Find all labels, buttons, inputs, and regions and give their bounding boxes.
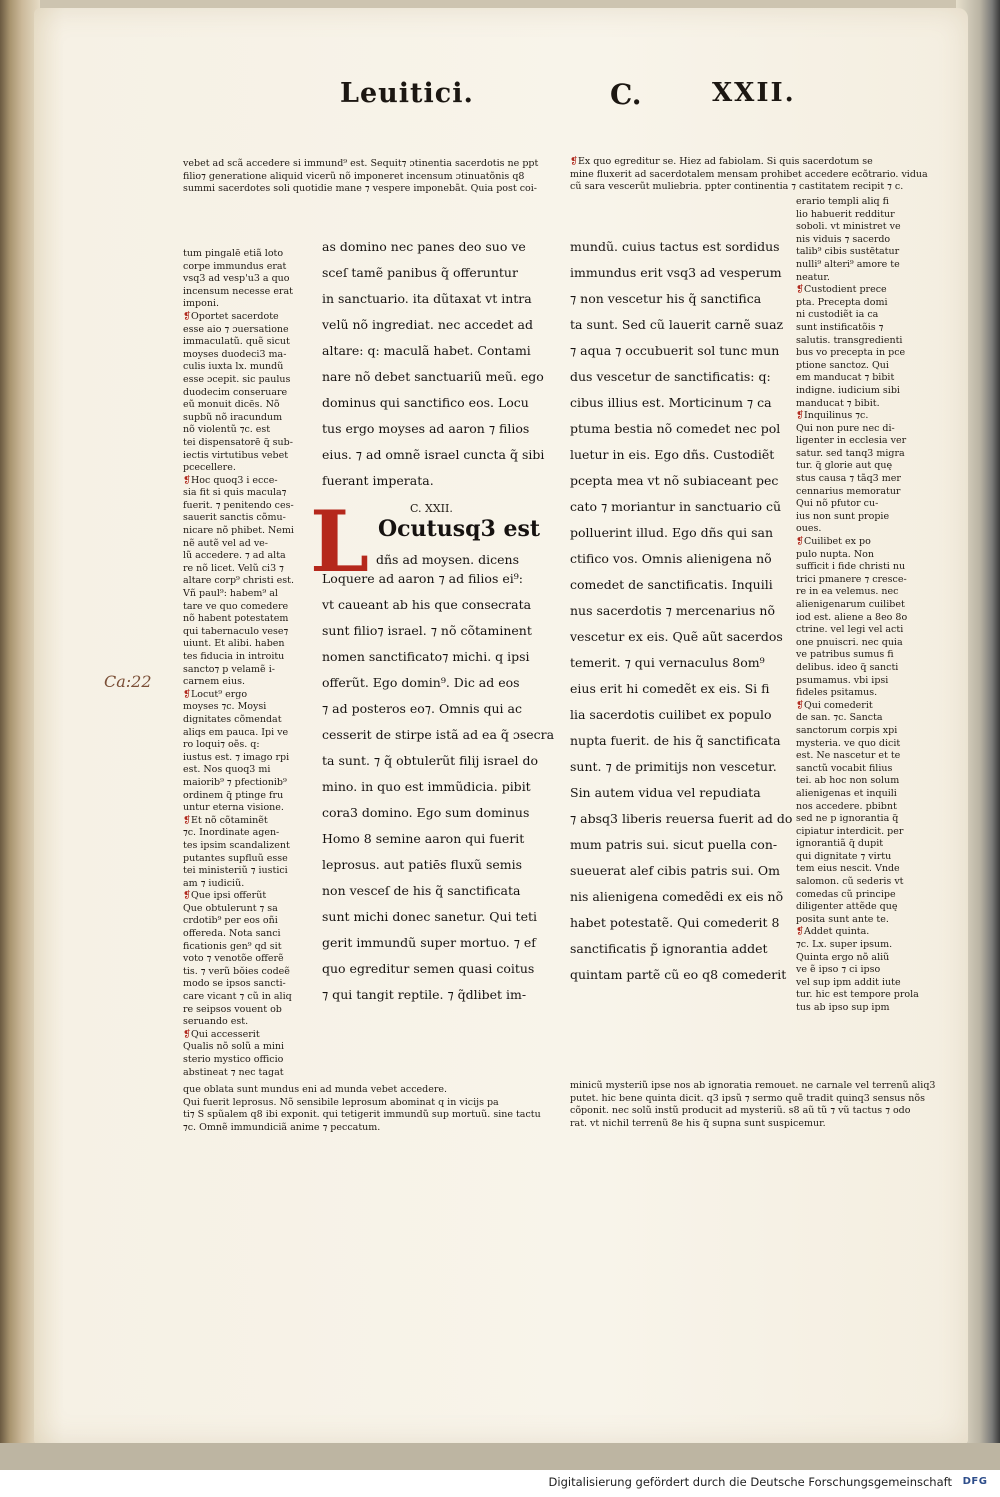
- body-left-line: tus ergo moyses ad aaron ⁊ filios: [322, 421, 530, 436]
- gloss-left-line: moyses ⁊c. Moysi: [183, 701, 267, 713]
- gloss-left-line: am ⁊ iudiciũ.: [183, 877, 245, 889]
- paragraph-mark: ❡: [796, 699, 804, 711]
- gloss-right-line: Qui nõ pfutor cu-: [796, 498, 879, 510]
- gloss-right-line: alienigenarum cuilibet: [796, 599, 905, 610]
- gloss-top-left-line: summi sacerdotes soli quotidie mane ⁊ vespere imponebãt. Quia post coi-: [183, 183, 538, 195]
- gloss-right-line: nos accedere. pbibnt: [796, 800, 897, 812]
- body-right-line: nis alienigena comedẽdi ex eis nõ: [570, 889, 784, 904]
- running-head-book: Leuitici.: [340, 78, 474, 109]
- gloss-right-line: lio habuerit redditur: [796, 208, 895, 220]
- body-right-line: pcepta mea vt nõ subiaceant pec: [570, 473, 779, 488]
- gloss-left-line: ⁊c. Inordinate agen-: [183, 827, 280, 839]
- gloss-right-line: pulo nupta. Non: [796, 548, 874, 560]
- gloss-left-line: ❡Oportet sacerdote: [183, 310, 279, 322]
- gloss-left-line: re nõ licet. Velũ ci3 ⁊: [183, 562, 284, 574]
- gloss-right-line: est. Ne nascetur et te: [796, 750, 901, 762]
- gloss-top-right-line: ❡Ex quo egreditur se. Hiez ad fabiolam. Si quis sacerdotum se: [570, 156, 873, 167]
- gloss-left-line: esse aio ⁊ ɔuersatione: [183, 323, 289, 335]
- gloss-bottom-left-line: que oblata sunt mundus eni ad munda vebet accedere.: [183, 1084, 448, 1095]
- gloss-bottom-left-line: Qui fuerit leprosus. Nõ sensibile leprosum abominat q in vicijs pa: [183, 1096, 499, 1108]
- body-left-2-line: ta sunt. ⁊ q̃ obtulerũt filij israel do: [322, 753, 539, 768]
- gloss-left-line: re seipsos vouent ob: [183, 1003, 282, 1015]
- gloss-left-line: Vñ paul⁹: habem⁹ al: [183, 588, 278, 600]
- gloss-right-line: nulli⁹ alteri⁹ amore te: [796, 258, 900, 270]
- body-left-2-line: quo egreditur semen quasi coitus: [322, 961, 535, 976]
- gloss-left-line: tum pingalē etiã loto: [183, 248, 284, 259]
- body-left-line: eius. ⁊ ad omnẽ israel cuncta q̃ sibi: [322, 447, 545, 462]
- gloss-right-line: ve patribus sumus fi: [796, 649, 894, 661]
- gloss-right-line: fideles psitamus.: [796, 687, 878, 699]
- gloss-right-line: indigne. iudicium sibi: [796, 384, 900, 396]
- gloss-left-line: iustus est. ⁊ imago rpi: [183, 751, 290, 763]
- gloss-bottom-right: [570, 1080, 936, 1130]
- body-left-line: dominus qui sanctifico eos. Locu: [322, 395, 529, 410]
- gloss-right-line: ignorantiã q̃ dupit: [796, 838, 884, 850]
- body-left-2-line: cora3 domino. Ego sum dominus: [322, 805, 530, 820]
- gloss-right-line: ni custodiẽt ia ca: [796, 309, 879, 321]
- gloss-right-line: stus causa ⁊ tãq3 mer: [796, 473, 901, 485]
- gloss-left-line: sterio mystico officio: [183, 1054, 284, 1065]
- body-right-line: vescetur ex eis. Quẽ aũt sacerdos: [570, 629, 783, 644]
- gloss-left-line: untur eterna visione.: [183, 802, 284, 814]
- gloss-left-line: Qualis nõ solũ a mini: [183, 1041, 285, 1053]
- gloss-right-line: ctrine. vel legi vel acti: [796, 624, 904, 636]
- gloss-right-line: ❡Inquilinus ⁊c.: [796, 410, 869, 422]
- gloss-right-line: diligenter attẽde quę: [796, 901, 898, 913]
- gloss-right-line: manducat ⁊ bibit.: [796, 397, 880, 409]
- gloss-right-line: nis viduis ⁊ sacerdo: [796, 233, 891, 245]
- body-right-line: habet potestatẽ. Qui comederit 8: [570, 915, 780, 930]
- body-right-line: ptuma bestia nõ comedet nec pol: [570, 421, 781, 436]
- gloss-left-column: [183, 248, 294, 1079]
- gloss-left-line: qui tabernaculo vese⁊: [183, 625, 289, 637]
- gloss-right-line: ius non sunt propie: [796, 510, 890, 522]
- gloss-left-line: ❡Locut⁹ ergo: [183, 688, 248, 700]
- gloss-right-line: iod est. aliene a 8eo 8o: [796, 611, 908, 623]
- gloss-right-line: bus vo precepta in pce: [796, 347, 906, 359]
- gloss-bottom-right-line: minicũ mysteriũ ipse nos ab ignoratia remouet. ne carnale vel terrenũ aliq3: [570, 1080, 936, 1091]
- gloss-bottom-right-line: cõponit. nec solũ instũ producit ad mysteriũ. s8 aũ tũ ⁊ vũ tactus ⁊ odo: [570, 1105, 911, 1117]
- gloss-left-line: tei dispensatorē q̃ sub-: [183, 436, 293, 448]
- body-left-line: fuerant imperata.: [322, 473, 434, 488]
- body-right-line: ⁊ absq3 liberis reuersa fuerit ad do: [570, 811, 793, 826]
- gloss-right-line: salomon. cũ sederis vt: [796, 876, 904, 888]
- body-left-2-line: sunt michi donec sanetur. Qui teti: [322, 909, 537, 924]
- gloss-right-line: vel sup ipm addit iute: [796, 976, 901, 988]
- rubricated-initial: L: [310, 492, 370, 591]
- gloss-top-right: [570, 156, 966, 194]
- gloss-right-line: alienigenas et inquili: [796, 787, 897, 799]
- gloss-left-line: vsq3 ad vesp'u3 a quo: [183, 273, 290, 285]
- gloss-left-line: immaculatũ. quẽ sicut: [183, 336, 290, 348]
- body-left-2-line: Loquere ad aaron ⁊ ad filios ei⁹:: [322, 571, 523, 586]
- body-left-2-line: ⁊ qui tangit reptile. ⁊ q̃dlibet im-: [322, 987, 527, 1002]
- body-left-2-line: gerit immundũ super mortuo. ⁊ ef: [322, 935, 536, 950]
- funding-credit: Digitalisierung gefördert durch die Deutsche Forschungsgemeinschaft: [548, 1475, 952, 1489]
- gloss-left-line: corpe immundus erat: [183, 260, 287, 272]
- body-right-line: cato ⁊ moriantur in sanctuario cũ: [570, 499, 782, 514]
- gloss-left-line: crdotib⁹ per eos oñi: [183, 915, 278, 927]
- gloss-left-line: ❡Hoc quoq3 i ecce-: [183, 474, 278, 486]
- body-right-line: sanctificatis p̃ ignorantia addet: [570, 941, 768, 956]
- gloss-right-line: sunt instificatõis ⁊: [796, 321, 884, 333]
- gloss-right-line: ❡Addet quinta.: [796, 926, 870, 938]
- body-right-line: mum patris sui. sicut puella con-: [570, 837, 778, 852]
- body-right-line: eius erit hi comedẽt ex eis. Si fi: [570, 681, 770, 696]
- gloss-left-line: ro loqui⁊ oẽs. q:: [183, 739, 260, 751]
- body-right-line: cibus illius est. Morticinum ⁊ ca: [570, 395, 772, 410]
- gloss-right-line: neatur.: [796, 271, 830, 283]
- paragraph-mark: ❡: [183, 1028, 191, 1040]
- gloss-left-line: lũ accedere. ⁊ ad alta: [183, 550, 286, 562]
- gloss-left-line: tes ipsim scandalizent: [183, 839, 290, 851]
- gloss-left-line: modo se ipsos sancti-: [183, 978, 286, 990]
- chapter-number: C. XXII.: [410, 502, 453, 515]
- gloss-left-line: putantes supfluũ esse: [183, 852, 288, 864]
- gloss-right-line: soboli. vt ministret ve: [796, 221, 901, 233]
- body-right-line: sunt. ⁊ de primitijs non vescetur.: [570, 759, 777, 774]
- body-left-2-line: vt caueant ab his que consecrata: [322, 597, 532, 612]
- gloss-right-line: cipiatur interdicit. per: [796, 825, 904, 837]
- gloss-left-line: fuerit. ⁊ penitendo ces-: [183, 499, 294, 511]
- gloss-right-line: tei. ab hoc non solum: [796, 775, 900, 787]
- gloss-right-line: oues.: [796, 523, 822, 535]
- gloss-right-line: de san. ⁊c. Sancta: [796, 712, 883, 724]
- gloss-right-line: re in ea velemus. nec: [796, 586, 899, 598]
- paragraph-mark: ❡: [183, 890, 191, 902]
- gloss-right-line: comedas cũ principe: [796, 888, 896, 900]
- gloss-right-line: sufficit i fide christi nu: [796, 561, 906, 573]
- gloss-left-line: iectis virtutibus vebet: [183, 449, 289, 461]
- gloss-right-line: tem eius nescit. Vnde: [796, 863, 900, 875]
- gloss-right-line: ❡Cuilibet ex po: [796, 536, 871, 548]
- gloss-left-line: altare corp⁹ christi est.: [183, 575, 294, 587]
- gloss-left-line: tei ministeriũ ⁊ iustici: [183, 865, 288, 877]
- gloss-left-line: nẽ autẽ vel ad ve-: [183, 537, 269, 549]
- paragraph-mark: ❡: [183, 688, 191, 700]
- gloss-left-line: voto ⁊ venotõe offerẽ: [183, 953, 284, 965]
- gloss-right-line: tus ab ipso sup ipm: [796, 1002, 890, 1013]
- body-left-line: sceſ tamẽ panibus q̃ offeruntur: [322, 265, 518, 280]
- body-right-line: immundus erit vsq3 ad vesperum: [570, 265, 782, 280]
- gloss-right-line: mysteria. ve quo dicit: [796, 737, 901, 749]
- gloss-top-left-line: filio⁊ generatione aliquid vicerũ nõ imponeret incensum ɔtinuatõnis q8: [183, 170, 525, 182]
- body-right-line: temerit. ⁊ qui vernaculus 8om⁹: [570, 655, 765, 670]
- gloss-left-line: sancto⁊ p velamẽ i-: [183, 663, 275, 675]
- paragraph-mark: ❡: [183, 814, 191, 826]
- gloss-right-line: trici pmanere ⁊ cresce-: [796, 573, 907, 585]
- body-right-line: quintam partẽ cũ eo q8 comederit: [570, 967, 787, 982]
- gloss-left-line: culis iuxta lx. mundũ: [183, 361, 284, 373]
- gloss-right-line: Quinta ergo nõ aliũ: [796, 951, 890, 963]
- gloss-right-line: sed ne p ignorantia q̃: [796, 813, 899, 825]
- running-head-chapter: XXII.: [712, 78, 796, 108]
- body-left-2-line: non vesceſ de his q̃ sanctificata: [322, 883, 521, 898]
- gloss-right-line: salutis. transgredienti: [796, 334, 903, 346]
- gloss-bottom-right-line: rat. vt nichil terrenũ 8e his q̃ supna sunt suspicemur.: [570, 1117, 826, 1129]
- body-left-line: velũ nõ ingrediat. nec accedet ad: [322, 317, 533, 332]
- gloss-left-line: Que obtulerunt ⁊ sa: [183, 902, 278, 914]
- gloss-left-line: care vicant ⁊ cũ in aliq: [183, 991, 292, 1003]
- gloss-left-line: offereda. Nota sanci: [183, 928, 281, 940]
- body-left-2-line: offerũt. Ego domin⁹. Dic ad eos: [322, 675, 520, 690]
- gloss-bottom-left-line: ti⁊ S spũalem q8 ibi exponit. qui tetigerit immundũ sup mortuũ. sine tactu: [183, 1109, 541, 1121]
- gloss-left-line: ficationis gen⁹ qd sit: [183, 940, 282, 952]
- gloss-right-line: ve ẽ ipso ⁊ ci ipso: [796, 964, 881, 976]
- gloss-top-left: [183, 158, 539, 196]
- body-left-line: as domino nec panes deo suo ve: [322, 239, 526, 254]
- gloss-right-line: satur. sed tanq3 migra: [796, 447, 905, 459]
- gloss-left-line: supbũ nõ iracundum: [183, 411, 283, 423]
- gloss-left-line: esse ɔcepit. sic paulus: [183, 373, 291, 385]
- gloss-top-left-line: vebet ad scã accedere si immund⁹ est. Sequit⁊ ɔtinentia sacerdotis ne ppt: [183, 158, 539, 169]
- gloss-left-line: uiunt. Et alibi. haben: [183, 638, 285, 650]
- body-right-line: ⁊ non vescetur his q̃ sanctifica: [570, 291, 762, 306]
- gloss-right-line: delibus. ideo q̃ sancti: [796, 661, 899, 673]
- body-right-line: nupta fuerit. de his q̃ sanctificata: [570, 733, 781, 748]
- scan-bottom-strip: [0, 1443, 1000, 1470]
- gloss-left-line: aliqs em pauca. Ipi ve: [183, 726, 289, 738]
- gloss-left-line: maiorib⁹ ⁊ pfectionib⁹: [183, 776, 287, 788]
- body-left-line: altare: q: maculã habet. Contami: [322, 343, 531, 358]
- body-right-line: ⁊ aqua ⁊ occubuerit sol tunc mun: [570, 343, 780, 358]
- body-left-2-line: mino. in quo est immũdicia. pibit: [322, 779, 531, 794]
- gloss-right-line: ❡Qui comederit: [796, 699, 873, 711]
- gloss-left-line: tare ve quo comedere: [183, 600, 289, 612]
- gloss-left-line: moyses duodeci3 ma-: [183, 348, 287, 360]
- paragraph-mark: ❡: [796, 536, 804, 548]
- gloss-left-line: nicare nõ phibet. Nemi: [183, 525, 294, 537]
- body-right-line: comedet de sanctificatis. Inquili: [570, 577, 773, 592]
- body-left-2-line: leprosus. aut patiēs fluxũ semis: [322, 857, 523, 872]
- gloss-left-line: est. Nos quoq3 mi: [183, 764, 271, 776]
- gloss-right-line: pta. Precepta domi: [796, 296, 888, 308]
- body-right-line: sueuerat alef cibis patris sui. Om: [570, 863, 780, 878]
- gloss-right-line: Qui non pure nec di-: [796, 422, 895, 434]
- body-right-line: mundũ. cuius tactus est sordidus: [570, 239, 780, 254]
- gloss-right-line: one pnuiscri. nec quia: [796, 636, 903, 648]
- body-left-line: in sanctuario. ita dũtaxat vt intra: [322, 291, 532, 306]
- paragraph-mark: ❡: [796, 410, 804, 422]
- body-right-line: polluerint illud. Ego dñs qui san: [570, 525, 773, 540]
- body-right-line: dus vescetur de sanctificatis: q:: [570, 369, 771, 384]
- gloss-left-line: carnem eius.: [183, 676, 245, 688]
- gloss-right-line: cennarius memoratur: [796, 485, 901, 497]
- running-head-c: C.: [610, 78, 642, 111]
- gloss-left-line: abstineat ⁊ nec tagat: [183, 1066, 284, 1078]
- paragraph-mark: ❡: [183, 310, 191, 322]
- body-right-line: nus sacerdotis ⁊ mercenarius nõ: [570, 603, 775, 618]
- gloss-left-line: ❡Et nõ cõtaminẽt: [183, 814, 268, 826]
- gloss-left-line: pcecellere.: [183, 462, 236, 474]
- gloss-left-line: imponi.: [183, 298, 220, 310]
- body-right-line: ctifico vos. Omnis alienigena nõ: [570, 551, 772, 566]
- gloss-right-line: sanctũ vocabit filius: [796, 762, 893, 774]
- gloss-top-right-line: cũ sara vescerũt muliebria. ppter continentia ⁊ castitatem recipit ⁊ c.: [570, 181, 904, 193]
- paragraph-mark: ❡: [796, 284, 804, 296]
- gloss-bottom-left-line: ⁊c. Omnẽ immundiciã anime ⁊ peccatum.: [183, 1121, 381, 1133]
- paragraph-mark: ❡: [796, 926, 804, 938]
- gloss-left-line: ❡Qui accesserit: [183, 1028, 260, 1040]
- gloss-top-right-line: mine fluxerit ad sacerdotalem mensam prohibet accedere ecõtrario. vidua: [570, 168, 928, 180]
- chapter-incipit-line2: dñs ad moysen. dicens: [376, 552, 519, 567]
- gloss-right-line: ⁊c. Lx. super ipsum.: [796, 939, 893, 951]
- handwritten-margin-note: Ca:22: [104, 672, 152, 691]
- gloss-right-line: sanctorum corpis xpi: [796, 724, 898, 736]
- gloss-left-line: ordinem q̃ ptinge fru: [183, 789, 284, 801]
- gloss-right-line: talib⁹ cibis sustētatur: [796, 246, 900, 258]
- gloss-left-line: nõ violentũ ⁊c. est: [183, 424, 271, 436]
- body-left-2-line: nomen sanctificato⁊ michi. q ipsi: [322, 649, 530, 664]
- gloss-left-line: incensum necesse erat: [183, 285, 293, 297]
- gloss-right-line: psumamus. vbi ipsi: [796, 674, 889, 686]
- body-left-line: nare nõ debet sanctuariũ meũ. ego: [322, 369, 544, 384]
- gloss-left-line: tis. ⁊ verũ bŏies codeẽ: [183, 965, 290, 977]
- gloss-left-line: duodecim conseruare: [183, 386, 288, 398]
- body-left-2-line: cesserit de stirpe istã ad ea q̃ ɔsecra: [322, 727, 555, 742]
- body-left-2-line: ⁊ ad posteros eo⁊. Omnis qui ac: [322, 701, 522, 716]
- gloss-right-column: [796, 196, 918, 1015]
- paragraph-mark: ❡: [570, 156, 578, 167]
- body-right-line: lia sacerdotis cuilibet ex populo: [570, 707, 772, 722]
- gloss-left-line: ❡Que ipsi offerũt: [183, 890, 267, 902]
- dfg-logo: DFG: [962, 1476, 988, 1487]
- gloss-right-line: ptione sanctoz. Qui: [796, 359, 889, 371]
- gloss-left-line: eũ monuit dicēs. Nõ: [183, 399, 280, 411]
- gloss-right-line: qui dignitate ⁊ virtu: [796, 850, 892, 862]
- body-left-2-line: sunt filio⁊ israel. ⁊ nõ cõtaminent: [322, 623, 532, 638]
- body-right-line: Sin autem vidua vel repudiata: [570, 785, 761, 800]
- gloss-left-line: dignitates cõmendat: [183, 713, 282, 725]
- gloss-right-line: tur. q̃ glorie aut quę: [796, 460, 893, 472]
- body-right-line: ta sunt. Sed cũ lauerit carnẽ suaz: [570, 317, 784, 332]
- gloss-right-line: tur. hic est tempore prola: [796, 989, 919, 1001]
- gloss-bottom-right-line: putet. hic bene quinta dicit. q3 ipsũ ⁊ sermo quẽ tradit quinq3 sensus nõs: [570, 1092, 925, 1104]
- gloss-left-line: nõ habent potestatem: [183, 613, 289, 625]
- main-text-left-lower: [322, 566, 555, 1008]
- paragraph-mark: ❡: [183, 474, 191, 486]
- gloss-right-line: erario templi aliq fi: [796, 196, 889, 207]
- gloss-left-line: tes fiducia in introitu: [183, 651, 285, 662]
- main-text-right: [570, 234, 793, 988]
- gloss-left-line: seruando est.: [183, 1016, 249, 1028]
- gloss-right-line: ❡Custodient prece: [796, 284, 887, 296]
- gloss-left-line: sauerit sanctis cõmu-: [183, 512, 286, 524]
- gloss-right-line: posita sunt ante te.: [796, 913, 889, 925]
- gloss-bottom-left: [183, 1084, 541, 1134]
- chapter-incipit: Ocutusq3 est: [378, 516, 540, 542]
- main-text-left-upper: [322, 234, 545, 494]
- body-left-2-line: Homo 8 semine aaron qui fuerit: [322, 831, 525, 846]
- gloss-right-line: ligenter in ecclesia ver: [796, 435, 907, 447]
- gloss-right-line: em manducat ⁊ bibit: [796, 372, 895, 384]
- body-right-line: luetur in eis. Ego dñs. Custodiẽt: [570, 447, 775, 462]
- gloss-left-line: sia fit si quis macula⁊: [183, 487, 287, 499]
